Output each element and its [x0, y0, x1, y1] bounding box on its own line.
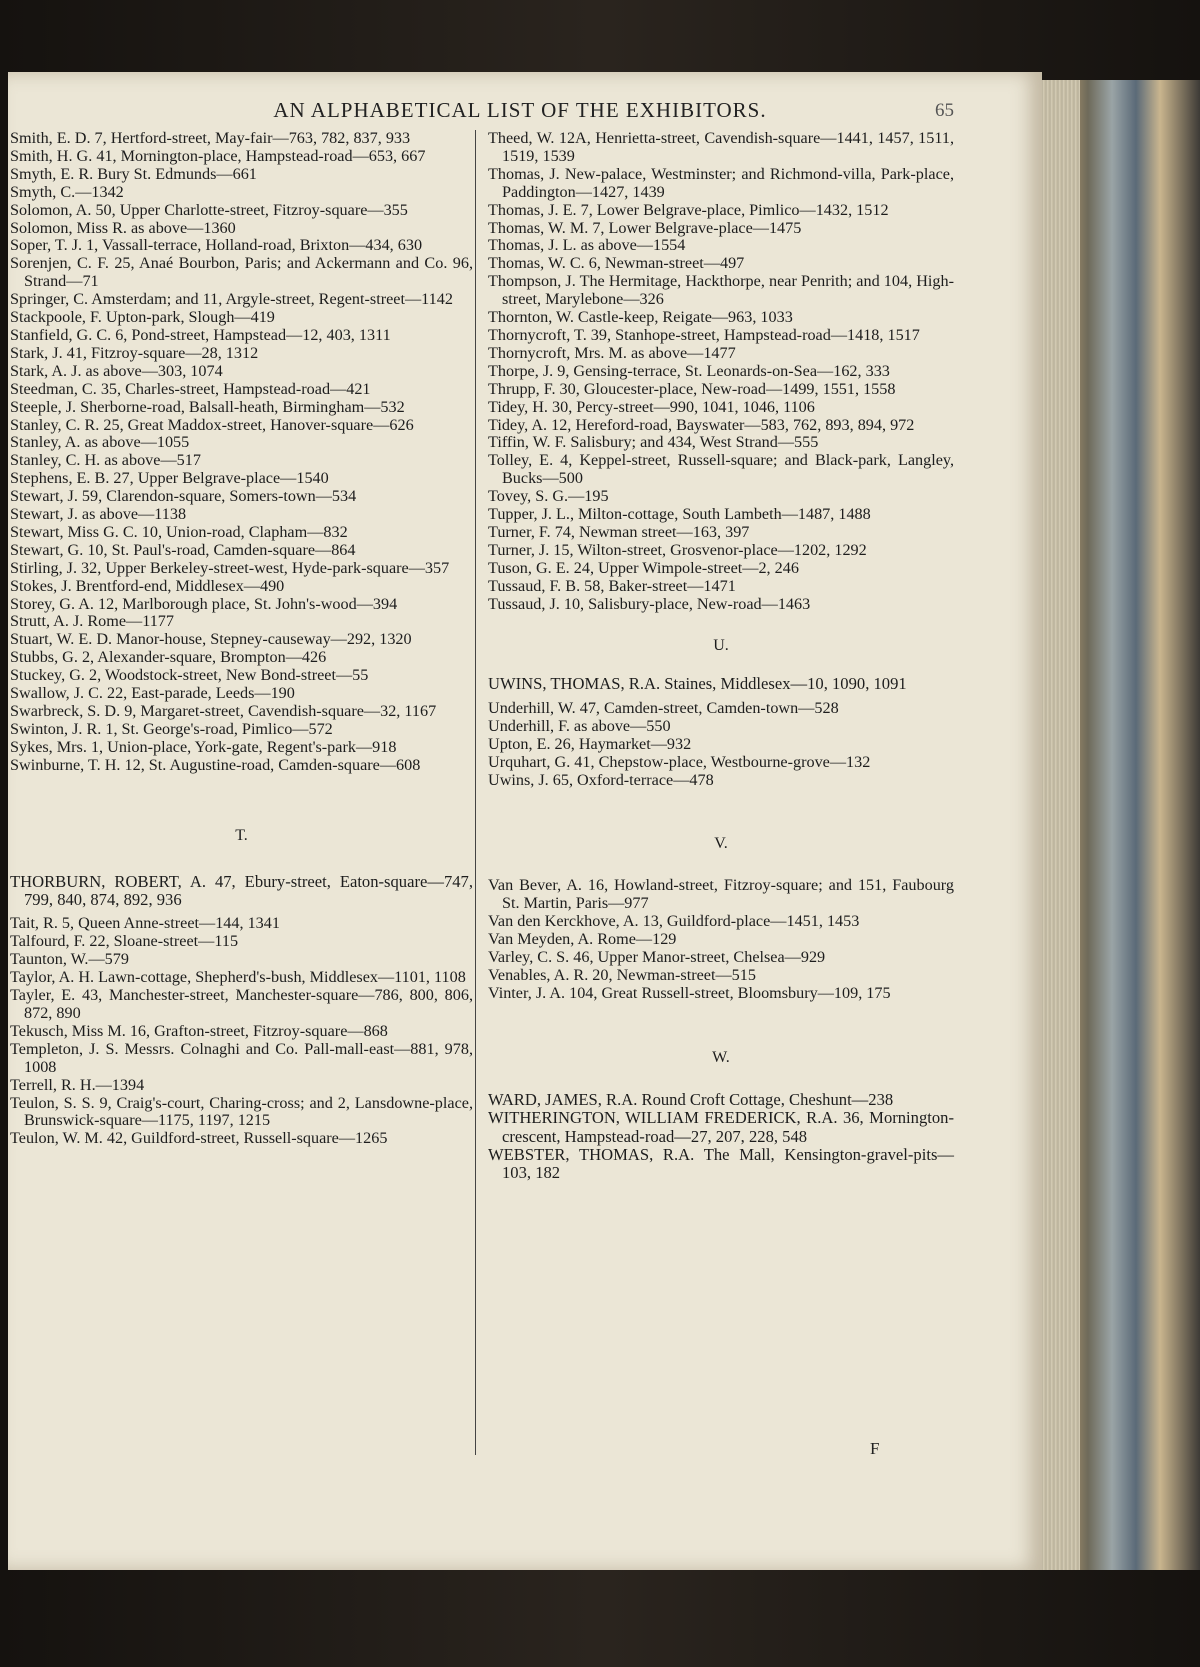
- list-item: Thomas, J. L. as above—1554: [488, 236, 686, 255]
- list-item: WITHERINGTON, WILLIAM FREDERICK, R.A. 36, Mornington-crescent, Hampstead-road—27, 207, 228, 548: [488, 1108, 954, 1146]
- list-item: Steeple, J. Sherborne-road, Balsall-heath, Birmingham—532: [10, 397, 405, 416]
- list-item: Taunton, W.—579: [10, 950, 129, 969]
- list-item: Tait, R. 5, Queen Anne-street—144, 1341: [10, 914, 280, 933]
- list-item: Taylor, A. H. Lawn-cottage, Shepherd's-bush, Middlesex—1101, 1108: [10, 968, 466, 987]
- list-item: Uwins, J. 65, Oxford-terrace—478: [488, 770, 714, 789]
- list-item: Stanley, A. as above—1055: [10, 433, 190, 452]
- list-item: Thomas, J. New-palace, Westminster; and Richmond-villa, Park-place, Paddington—1427, 1439: [488, 164, 954, 201]
- list-item: Tidey, A. 12, Hereford-road, Bayswater—583, 762, 893, 894, 972: [488, 415, 915, 434]
- list-item: Van Meyden, A. Rome—129: [488, 930, 677, 949]
- list-item: Van Bever, A. 16, Howland-street, Fitzroy-square; and 151, Faubourg St. Martin, Paris—977: [488, 876, 954, 913]
- list-item: Thornycroft, T. 39, Stanhope-street, Hampstead-road—1418, 1517: [488, 325, 920, 344]
- section-heading-t: T.: [235, 826, 248, 844]
- list-item: Varley, C. S. 46, Upper Manor-street, Chelsea—929: [488, 948, 826, 967]
- signature-mark: F: [870, 1439, 880, 1458]
- page-stack-edge: [1040, 80, 1080, 1570]
- list-item: Teulon, W. M. 42, Guildford-street, Russell-square—1265: [10, 1129, 388, 1148]
- list-item: Stirling, J. 32, Upper Berkeley-street-west, Hyde-park-square—357: [10, 558, 450, 577]
- list-item: Stewart, J. as above—1138: [10, 505, 187, 524]
- list-item: Storey, G. A. 12, Marlborough place, St. John's-wood—394: [10, 594, 398, 613]
- list-item: WEBSTER, THOMAS, R.A. The Mall, Kensington-gravel-pits—103, 182: [488, 1144, 954, 1183]
- list-item: Stephens, E. B. 27, Upper Belgrave-place—1540: [10, 469, 329, 488]
- list-item: Tekusch, Miss M. 16, Grafton-street, Fitzroy-square—868: [10, 1021, 388, 1040]
- list-item: Thorpe, J. 9, Gensing-terrace, St. Leonards-on-Sea—162, 333: [488, 361, 890, 380]
- list-item: Tidey, H. 30, Percy-street—990, 1041, 1046, 1106: [488, 397, 815, 416]
- running-title: AN ALPHABETICAL LIST OF THE EXHIBITORS.: [273, 98, 767, 122]
- list-item: Venables, A. R. 20, Newman-street—515: [488, 965, 756, 984]
- list-item: Springer, C. Amsterdam; and 11, Argyle-street, Regent-street—1142: [10, 290, 453, 309]
- right-column: [488, 130, 954, 1183]
- list-item: Stanfield, G. C. 6, Pond-street, Hampstead—12, 403, 1311: [10, 325, 391, 344]
- list-item: WARD, JAMES, R.A. Round Croft Cottage, Cheshunt—238: [488, 1089, 894, 1109]
- list-item: Thomas, W. C. 6, Newman-street—497: [488, 254, 745, 273]
- list-item: Tayler, E. 43, Manchester-street, Manchester-square—786, 800, 806, 872, 890: [10, 986, 473, 1022]
- list-item: Van den Kerckhove, A. 13, Guildford-place—1451, 1453: [488, 912, 860, 931]
- list-item: Thomas, J. E. 7, Lower Belgrave-place, Pimlico—1432, 1512: [488, 200, 889, 219]
- list-item: Stark, A. J. as above—303, 1074: [10, 361, 223, 380]
- list-item: Turner, J. 15, Wilton-street, Grosvenor-place—1202, 1292: [488, 540, 867, 559]
- list-item: Underhill, W. 47, Camden-street, Camden-town—528: [488, 698, 839, 717]
- list-item: Tussaud, F. B. 58, Baker-street—1471: [488, 576, 736, 595]
- list-item: Tolley, E. 4, Keppel-street, Russell-square; and Black-park, Langley, Bucks—500: [488, 451, 954, 488]
- section-heading-v: V.: [714, 835, 728, 853]
- entries-t-list: [10, 915, 473, 1148]
- list-item: Smyth, E. R. Bury St. Edmunds—661: [10, 164, 257, 183]
- column-divider: [475, 130, 476, 1455]
- list-item: Vinter, J. A. 104, Great Russell-street, Bloomsbury—109, 175: [488, 983, 891, 1002]
- list-item: Stewart, G. 10, St. Paul's-road, Camden-square—864: [10, 540, 356, 559]
- entries-s-list: [10, 130, 473, 775]
- left-column: [10, 130, 473, 1148]
- list-item: Solomon, Miss R. as above—1360: [10, 218, 236, 237]
- list-item: Sykes, Mrs. 1, Union-place, York-gate, Regent's-park—918: [10, 737, 397, 756]
- list-item: Turner, F. 74, Newman street—163, 397: [488, 522, 750, 541]
- academician-entry-uwins: UWINS, THOMAS, R.A. Staines, Middlesex—10, 1090, 1091: [488, 674, 907, 694]
- list-item: Stackpoole, F. Upton-park, Slough—419: [10, 308, 275, 327]
- list-item: Swinburne, T. H. 12, St. Augustine-road, Camden-square—608: [10, 755, 421, 774]
- list-item: Stokes, J. Brentford-end, Middlesex—490: [10, 576, 285, 595]
- list-item: Thompson, J. The Hermitage, Hackthorpe, near Penrith; and 104, High-street, Marylebone—326: [488, 272, 954, 309]
- list-item: Thrupp, F. 30, Gloucester-place, New-road—1499, 1551, 1558: [488, 379, 896, 398]
- list-item: Stewart, J. 59, Clarendon-square, Somers-town—534: [10, 487, 357, 506]
- list-item: Soper, T. J. 1, Vassall-terrace, Holland-road, Brixton—434, 630: [10, 236, 423, 255]
- list-item: Thomas, W. M. 7, Lower Belgrave-place—1475: [488, 218, 802, 237]
- list-item: Stanley, C. R. 25, Great Maddox-street, Hanover-square—626: [10, 415, 414, 434]
- list-item: Stanley, C. H. as above—517: [10, 451, 201, 470]
- list-item: Solomon, A. 50, Upper Charlotte-street, Fitzroy-square—355: [10, 200, 408, 219]
- list-item: Sorenjen, C. F. 25, Anaé Bourbon, Paris; and Ackermann and Co. 96, Strand—71: [10, 254, 473, 291]
- list-item: Tussaud, J. 10, Salisbury-place, New-road—1463: [488, 594, 811, 613]
- list-item: Strutt, A. J. Rome—1177: [10, 612, 174, 631]
- list-item: Tupper, J. L., Milton-cottage, South Lambeth—1487, 1488: [488, 505, 871, 524]
- list-item: Templeton, J. S. Messrs. Colnaghi and Co. Pall-mall-east—881, 978, 1008: [10, 1039, 473, 1076]
- list-item: Smyth, C.—1342: [10, 182, 124, 201]
- list-item: Steedman, C. 35, Charles-street, Hampstead-road—421: [10, 379, 371, 398]
- list-item: Smith, H. G. 41, Mornington-place, Hampstead-road—653, 667: [10, 146, 426, 165]
- list-item: Stubbs, G. 2, Alexander-square, Brompton—426: [10, 648, 327, 667]
- list-item: Teulon, S. S. 9, Craig's-court, Charing-cross; and 2, Lansdowne-place, Brunswick-square—1175, 1197, 1215: [10, 1093, 473, 1130]
- academician-entry-thorburn: THORBURN, ROBERT, A. 47, Ebury-street, Eaton-square—747, 799, 840, 874, 892, 936: [10, 871, 473, 910]
- list-item: Swallow, J. C. 22, East-parade, Leeds—190: [10, 684, 295, 703]
- list-item: Swarbreck, S. D. 9, Margaret-street, Cavendish-square—32, 1167: [10, 702, 437, 720]
- entries-w-list: [488, 1091, 954, 1183]
- list-item: Talfourd, F. 22, Sloane-street—115: [10, 932, 239, 951]
- list-item: Tovey, S. G.—195: [488, 487, 609, 506]
- list-item: Underhill, F. as above—550: [488, 716, 671, 735]
- list-item: Stuckey, G. 2, Woodstock-street, New Bond-street—55: [10, 666, 369, 685]
- list-item: Swinton, J. R. 1, St. George's-road, Pimlico—572: [10, 719, 333, 738]
- page-number: 65: [935, 100, 954, 121]
- entries-u-list: [488, 700, 954, 790]
- list-item: Upton, E. 26, Haymarket—932: [488, 734, 692, 753]
- list-item: Tuson, G. E. 24, Upper Wimpole-street—2, 246: [488, 558, 799, 577]
- list-item: Smith, E. D. 7, Hertford-street, May-fair—763, 782, 837, 933: [10, 129, 411, 147]
- list-item: Stuart, W. E. D. Manor-house, Stepney-causeway—292, 1320: [10, 630, 412, 649]
- section-heading-w: W.: [712, 1048, 730, 1066]
- list-item: Theed, W. 12A, Henrietta-street, Cavendish-square—1441, 1457, 1511, 1519, 1539: [488, 129, 954, 165]
- list-item: Terrell, R. H.—1394: [10, 1075, 145, 1094]
- entries-v-list: [488, 877, 954, 1002]
- list-item: Stewart, Miss G. C. 10, Union-road, Clapham—832: [10, 522, 348, 541]
- list-item: Stark, J. 41, Fitzroy-square—28, 1312: [10, 343, 259, 362]
- entries-t-continued-list: [488, 130, 954, 613]
- list-item: Thornycroft, Mrs. M. as above—1477: [488, 343, 736, 362]
- section-heading-u: U.: [713, 637, 729, 655]
- list-item: Tiffin, W. F. Salisbury; and 434, West Strand—555: [488, 433, 819, 452]
- list-item: Thornton, W. Castle-keep, Reigate—963, 1033: [488, 308, 793, 327]
- list-item: Urquhart, G. 41, Chepstow-place, Westbourne-grove—132: [488, 752, 871, 771]
